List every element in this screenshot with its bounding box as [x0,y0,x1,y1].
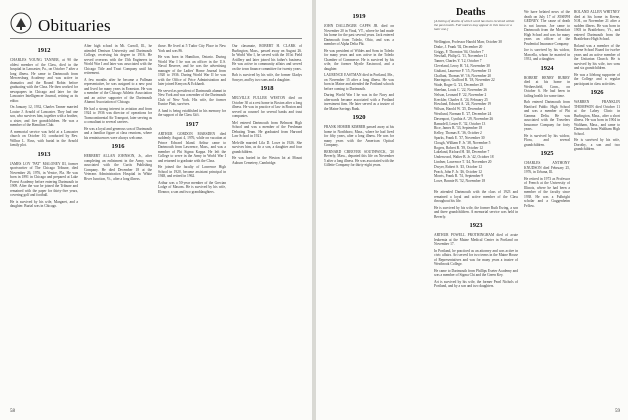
obituary-paragraph: CHARLES YOUNG TANNER, at 90 the oldest member of the Class, died in the hospital in Lancaster, Pa., on October 7 after a long illness. He came to Dartmouth from Mercersburg Academy and was active in dramatics and the Round Robin before graduating with the Class. He then worked for newspapers in Chicago and later for the Lancaster Intelligencer Journal, retiring as its editor. [10,58,78,103]
obituary-paragraph: He was born in Hamilton, Ontario. During World War I he was an officer in the U.S. Naval Reserve, and he was the advertising manager of the Ladies' Home Journal from 1920 to 1936. During World War II he was with the Office of Price Administration and later joined Kenyon & Eckhardt. [158,55,226,86]
death-entry: Wade, Roger G. '21, December 28 [434,83,484,88]
death-entry: Peach, John F. Jr. '46, October 12 [434,169,482,174]
death-entry: Howland, Edward A. '24, November 19 [434,102,491,107]
obituary-paragraph: He was president of Wildes and Sons in Toledo for many years and was active in the Toledo Chamber of Commerce. He is survived by his wife, the former Myrtle Eastwood, and a daughter. [324,48,394,71]
obituary-paragraph: ARTHUR POWELL PROTHINGHAM died of acute leukemia at the Maine Medical Center in Portland on November 17. [434,233,518,246]
class-year-heading: 1913 [37,150,51,158]
obituary-paragraph: Bob is survived by his wife, the former Gladys Sawyer, and by two sons and a daughter. [232,73,302,82]
obituary-paragraph: He retired in 1973 as Professor of French at the University of Illinois, where he had been a member of the faculty since 1938. He was a Fulbright scholar and a Guggenheim Fellow. [524,176,570,208]
obituary-paragraph: We have belated news of the death on July 17 of JOSEPH GEDNEY. The cause of death is not known. Joe came to Dartmouth from the Montclair High School and was for many years an officer of the Prudential Insurance Company. [524,10,570,46]
death-entry: Lakeland, Richard H. '40, December 7 [434,150,490,155]
obituary-paragraph: He was buried in the Weston lot at Mount Auburn Cemetery, Cambridge. [232,156,302,165]
death-entry: Tanner, Charles Y. '12, October 7 [434,59,482,64]
obituary-paragraph: Bob entered Dartmouth from Hartford Public High School and was a member of Phi Gamma Delta. He was associated with the Travelers Insurance Company for forty years. [524,100,570,131]
obituary-column-2 [84,44,152,399]
deaths-title: Deaths [456,7,486,18]
obituary-column-3 [524,10,570,400]
class-year-heading: 1912 [37,47,51,54]
obituary-column-2 [434,190,518,400]
obituary-paragraph: He was a loyal and generous son of Dartmouth and a familiar figure at class reunions, where his reminiscences were always welcome. [84,126,152,140]
death-entry: Underwood, Walter B. Jr. '42, October 18 [434,155,494,160]
class-year-heading: 1917 [185,120,199,128]
obituary-paragraph: FRANK HOMER KIMBER passed away at his home in Northboro, Mass., where he had lived for fifty years, after a long illness. He was for many years with the American Optical Company. [324,125,394,147]
obituary-paragraph: WARREN FRANKLIN THOMPSON died October 11 at the Lahey Clinic in Burlington, Mass., after a short illness. He was born in 1904 in Waltham, Mass., and came to Dartmouth from Waltham High School. [574,100,620,136]
obituary-paragraph: Mel entered Dartmouth from Belmont High School and was a member of the Freshman Debating Team. He graduated from Harvard Law School in 1921. [232,120,302,138]
obituary-paragraph: BERNARD CREEVER SOUTHWICK, '20 Beverly, Mass., departed this life on November 5 after a long illness. He was associated with the Gillette Company for thirty-eight years. [324,149,394,167]
death-entry: Kreckler, Charles A. '24, February 25 [434,97,488,102]
obituary-paragraph: JOHN DALLINGER CAPPS JR. died on November 20 in Vinal, VT., where he had made his home for the past several years. Jack entered Dartmouth from Toledo, Ohio, and was a member of Alpha Delta Phi. [324,24,394,46]
obituary-paragraph: A few months after he became a Pullman representative, he was assigned to a new post and lived for many years in Evanston. He was a member of the Chicago Athletic Association and an active supporter of the Dartmouth Alumni Association of Chicago. [84,77,152,104]
obituary-paragraph: Joe is survived by his widow, Marcella, whom he married in 1931, and a daughter. [524,48,570,61]
obituary-paragraph: During World War I he was in the Navy and afterwards became associated with a Portland investment firm. He later served as a trustee of the Maine Savings Bank. [324,93,394,111]
death-entry: Chalfant, Thomas W. '16, November 20 [434,73,492,78]
death-entry: Nelson, Leonard F. '22, November 2 [434,92,487,97]
obituary-paragraph: ARTHUR GORDON MARSDEN died suddenly August 4, 1976, while on vacation at Prince Edward Island. Arthur came to Dartmouth from Lawrence, Mass., and was a member of Phi Sigma Kappa. He left the College to serve in the Army in World War I and returned to graduate with the Class. [158,131,226,163]
death-entry: Westlund, Norman E. '27, December 24 [434,111,492,116]
left-page [0,0,312,420]
death-entry: Sparks, Frank E. '37, November 30 [434,135,485,140]
class-year-heading: 1920 [352,114,366,121]
obituary-paragraph: He was a lifelong supporter of the College and a regular participant in class activities. [574,72,620,86]
obituary-paragraph: He is survived by his wife, Dorothy, a son and two grandchildren. [574,138,620,151]
dartmouth-seal-icon [10,12,32,34]
death-entry: Kelley, Thomas E. '36, October 2 [434,131,482,136]
class-year-heading: 1918 [260,85,274,92]
death-entry: Wilson, Harold W. '25, December 4 [434,107,486,112]
section-title: Obituaries [38,16,111,35]
death-entry: Griggs, F. Thornton '04, October 7 [434,49,484,54]
deaths-list [434,40,518,184]
obituary-paragraph: HERBERT ALLAN JOHNSON, Jr., after completing an enlistment in the Army, was associated with the Curtis Publishing Company. He died December 18 at the Veterans Administration Hospital in White River Junction, Vt., after a long illness. [84,154,152,181]
obituary-column-4 [574,10,620,400]
death-entry: Dwyer, Robert S. '45, October 12 [434,164,483,169]
obituary-column-4 [232,44,302,399]
obituary-paragraph: CHARLES ANTHONY KNUDSON died February 25, 1976, in Urbana, Ill. [524,161,570,174]
obituary-paragraph: LAURENCE EASTMAN died in Portland, Me., on November 15 after a long illness. He was born in Maine and attended the Portland schools before coming to Dartmouth. [324,73,394,91]
death-entry: Lowe, Bonnie B. '52, November 18 [434,179,486,184]
obituary-paragraph: He is survived by his widow, Flora, and several grandchildren. [524,133,570,147]
death-entry: Rogers, Robert B. '39, October 12 [434,145,483,150]
obituary-paragraph: Roland was a member of the Keene School Board for twelve years and an active member of the Unitarian Church. He is survived by his wife, two sons and six grandchildren. [574,43,620,70]
class-year-heading: 1916 [111,143,125,150]
obituary-paragraph: those. He lived at 5 Tudor City Place in New York and was 86. [158,44,226,53]
obituary-paragraph: JAMES LOY "PAT" MALONEY III, former sportswriter of The Chicago Tribune, died November 26, 1976, in Venice, Fla. He was born in 1891 in Chicago and prepared at Lake Forest Academy before entering Dartmouth in 1909. After the war he joined the Tribune and remained with the paper for thirty-five years, covering golf and football. [10,161,78,197]
obituary-column-3 [158,44,226,399]
death-entry: Davenport, Cynthia A. '29, November 26 [434,116,494,121]
obituary-paragraph: On January 12, 1932, Charles Tanner married Louise J. Arnold of Lancaster. They had one son, who survives him, together with a brother, a sister, and five grandchildren. He was a member of the Hamilton Club. [10,105,78,127]
obituary-paragraph: After high school in Mt. Carroll, Ill., he attended Denison University and Dartmouth College, receiving his degree in 1916. He served overseas with the 15th Engineers in World War I and later was associated with the Chicago Title and Trust Company until his retirement. [84,44,152,75]
death-entry: Sheehan, Louis C. '22, November 26 [434,87,487,92]
obituary-paragraph: A fund is being established in his memory for the support of the Class Gift. [158,108,226,117]
obituary-paragraph: He is survived by his wife, Margaret, and a daughter. Burial was in Chicago. [10,199,78,208]
obituary-paragraph: Art is survived by his wife, the former Pearl Nichols of Portland, and by a son and two daughters. [434,279,518,288]
death-entry: Ramsdell, Lester E. '32, October 13 [434,121,486,126]
death-entry: Morris, Frank R. '51, September 9 [434,174,484,179]
class-year-heading: 1923 [469,222,483,229]
page-number: 58 [10,409,15,414]
death-entry: Clough, William F. Jr. '38, November 5 [434,140,491,145]
header-rule [10,38,302,39]
obituary-column-1 [10,44,78,399]
obituary-column-1 [324,10,394,400]
obituary-paragraph: ROBERT HENRY BURRY died at his home in Wethersfield, Conn., on October 6. He had been in failing health for some time. [524,75,570,98]
obituary-paragraph: Arthur was a 50-year member of the Grecian Lodge of Masons. He is survived by his wife, Eleanor, a son and two granddaughters. [158,180,226,194]
obituary-paragraph: Our classmate, ROBERT H. CLARK of Burlington, Mass., passed away on August 26. In World War I, he served with the 101st Field Artillery and later joined his father's business. He was active in community affairs and served on the town finance committee for twenty years. [232,44,302,71]
obituary-paragraph: He joined the faculty of Lawrence High School in 1920, became assistant principal in 1948, and retired in 1962. [158,165,226,178]
right-page [316,0,628,420]
obituary-paragraph: He came to Dartmouth from Phillips Exeter Academy and was a member of Sigma Chi and the Green Key. [434,268,518,277]
obituary-paragraph: In Portland, he practiced as an attorney and was active in civic affairs. Art served for two terms in the Maine House of Representatives and was for many years a trustee of Westbrook College. [434,248,518,266]
death-entry: Wellington, Professor Harold Marr, October 30 [434,40,502,44]
death-entry: Cleveland, Leroy H. '14, November 30 [434,63,490,68]
page-number: 59 [615,409,620,414]
class-year-heading: 1924 [540,64,554,72]
obituary-paragraph: He attended Dartmouth with the class of 1923 and remained a loyal and active member of the Class throughout his life. [434,190,518,203]
death-entry: Harrington, Guilford R. '18, November 22 [434,78,495,83]
class-year-heading: 1925 [540,150,554,157]
death-entry: Drake, J. Frank '02, December 20 [434,44,483,49]
deaths-intro: [A listing of deaths of which word has been received within the past month. Full notices may appear in this issue or a later one.] [434,19,515,32]
obituary-paragraph: He had a strong interest in aviation and from 1924 to 1936 was director of operations for Transcontinental Air Transport, later serving as a consultant to several carriers. [84,106,152,124]
obituary-paragraph: He served as president of Dartmouth alumni in New York and was a member of the Dartmouth Club of New York. His wife, the former Eunice Platt, survives. [158,88,226,106]
death-entry: Rice, James R. '33, September 18 [434,126,483,131]
obituary-paragraph: A memorial service was held at a Lancaster church on October 10, conducted by Rev. Wilbur L. Ross, with burial in the Arnold family plot. [10,129,78,147]
class-year-heading: 1919 [352,13,366,20]
death-entry: Giuliani, Laurence F. '15, November 13 [434,68,492,73]
obituary-paragraph: He is survived by his wife, the former Ruth Ewing, a son and three grandchildren. A memorial service was held in Beverly. [434,205,518,219]
death-entry: Newhall, Philip G. '11, November 11 [434,54,488,59]
obituary-paragraph: MELVILLE FULLER WESTON died on October 30 at a rest home in Boston after a long illness. He was in practice of law in Boston and served as counsel for several banks and trust companies. [232,96,302,118]
obituary-paragraph: ROLAND ALLEN WHITNEY died at his home in Keene, N.H., on November 21 after a sudden illness. He was born in 1903 in Brattleboro, Vt., and entered Dartmouth from the Brattleboro High School. [574,10,620,41]
death-entry: Lindner, Lawrence T. '44, November 20 [434,159,492,164]
class-year-heading: 1926 [590,89,604,96]
obituary-paragraph: Melville married Lila D. Lowe in 1926. She survives him, as do a son, a daughter and four grandchildren. [232,140,302,154]
